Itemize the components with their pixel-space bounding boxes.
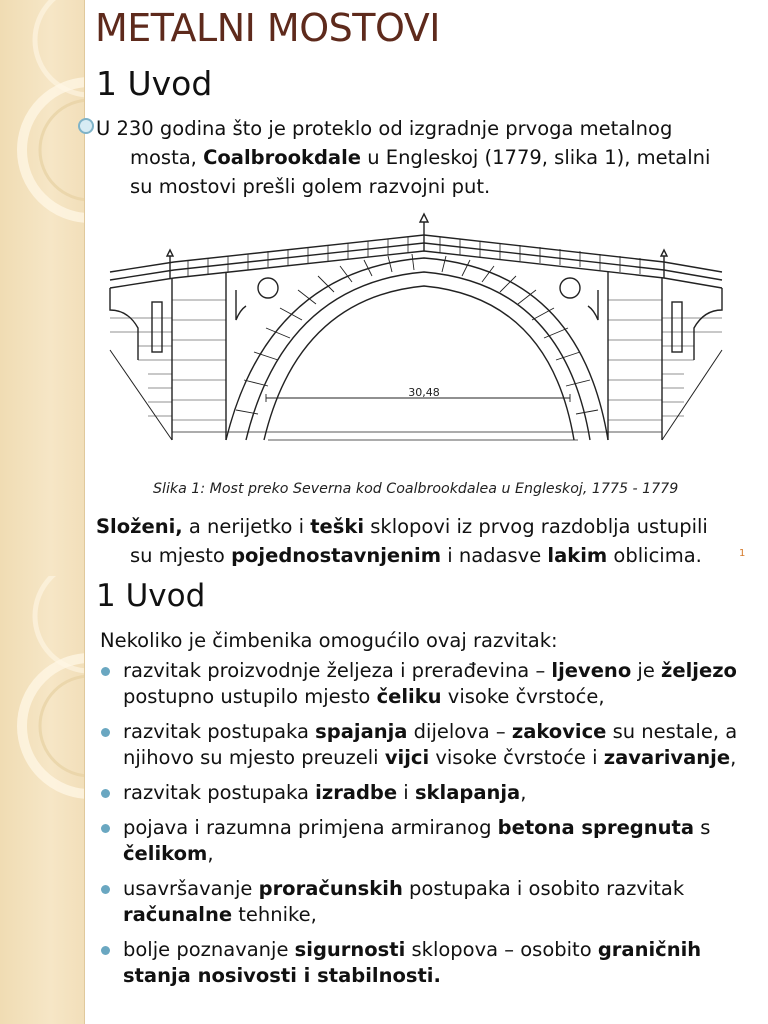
decorative-sidebar <box>0 576 85 1024</box>
intro-text: mosta, <box>130 146 204 169</box>
page-number: 1 <box>739 548 746 559</box>
note-text: su mjesto <box>130 544 232 567</box>
note-line-2 <box>96 541 761 570</box>
bridge-span-label: 30,48 <box>408 386 440 399</box>
note-bold: pojednostavnjenim <box>231 544 442 567</box>
list-item: usavršavanje proračunskih postupaka i osobito razvitak računalne tehnike, <box>100 876 750 928</box>
note-line-1 <box>96 512 761 541</box>
factor-list <box>100 658 750 998</box>
page-title: METALNI MOSTOVI <box>95 6 440 50</box>
note-text: sklopovi iz prvog razdoblja ustupili <box>364 515 708 538</box>
note-bold: lakim <box>547 544 608 567</box>
intro-line-1: U 230 godina što je proteklo od izgradnje prvoga metalnog <box>96 117 673 140</box>
note-text: oblicima. <box>607 544 702 567</box>
note-text: i nadasve <box>441 544 548 567</box>
decorative-rings-icon <box>0 576 84 1024</box>
section-title: 1 Uvod <box>96 578 206 614</box>
intro-line-3: su mostovi prešli golem razvojni put. <box>130 175 491 198</box>
decorative-sidebar <box>0 0 85 576</box>
figure-caption: Slika 1: Most preko Severna kod Coalbrookdalea u Engleskoj, 1775 - 1779 <box>153 481 679 497</box>
decorative-rings-icon <box>0 0 84 576</box>
bridge-name: Coalbrookdale <box>203 146 361 169</box>
note-paragraph <box>96 512 761 570</box>
lead-text: Nekoliko je čimbenika omogućilo ovaj razvitak: <box>100 629 558 652</box>
intro-line-2 <box>96 143 746 172</box>
intro-text: u Engleskoj (1779, slika 1), metalni <box>361 146 711 169</box>
note-bold: teški <box>310 515 365 538</box>
note-bold: Složeni, <box>96 515 183 538</box>
list-item: razvitak postupaka spajanja dijelova – zakovice su nestale, a njihovo su mjesto preuzeli vijci visoke čvrstoće i zavarivanje, <box>100 719 750 771</box>
section-title: 1 Uvod <box>96 64 213 103</box>
slide-2 <box>0 576 768 1024</box>
list-item: razvitak postupaka izradbe i sklapanja, <box>100 780 750 806</box>
list-item: pojava i razumna primjena armiranog betona spregnuta s čelikom, <box>100 815 750 867</box>
note-text: a nerijetko i <box>182 515 311 538</box>
list-item: bolje poznavanje sigurnosti sklopova – osobito graničnih stanja nosivosti i stabilnosti. <box>100 937 750 989</box>
bullet-ring-icon <box>78 118 94 134</box>
intro-paragraph <box>96 114 746 201</box>
bridge-drawing <box>108 210 724 470</box>
list-item: razvitak proizvodnje željeza i prerađevina – ljeveno je željezo postupno ustupilo mjesto čeliku visoke čvrstoće, <box>100 658 750 710</box>
